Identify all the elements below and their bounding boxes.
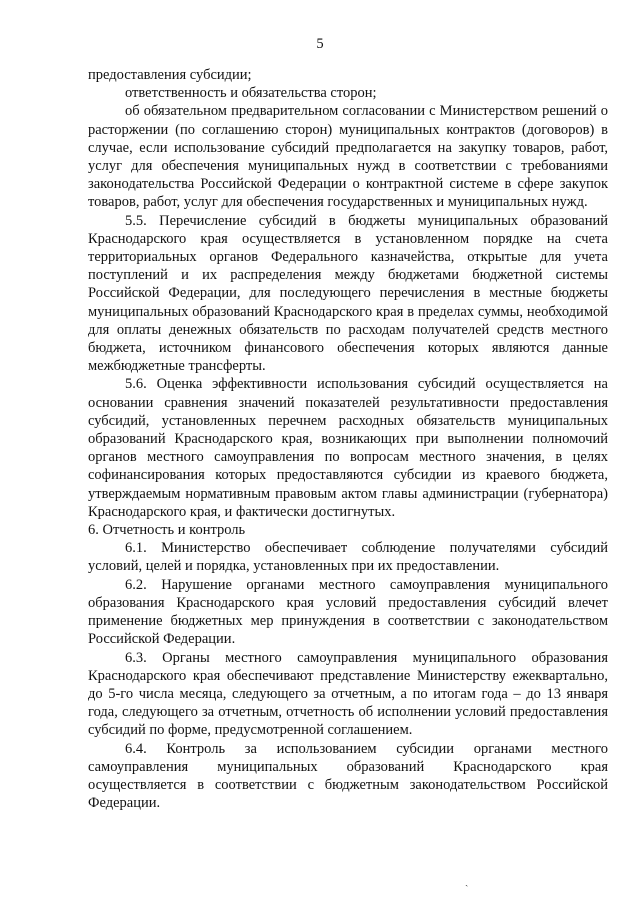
paragraph-prior-approval: об обязательном предварительном согласовании с Министерством решений о расторжении (по соглашению сторон) муниципальных контрактов (договоров) в случае, если использование субсидий предполагается на закупку товаров, работ, услуг для обеспечения муниципальных нужд в соответствии с требованиями законодательства Российской Федерации о контрактной системе в сфере закупок товаров, работ, услуг для обеспечения государственных и муниципальных нужд. xyxy=(88,103,608,211)
paragraph-5-6: 5.6. Оценка эффективности использования субсидий осуществляется на основании сравнения значений показателей результативности предоставления субсидий, установленных перечнем расходных обязательств муниципальных образований Краснодарского края, возникающих при выполнении полномочий органов местного самоуправления по вопросам местного значения, в целях софинансирования которых предоставляются субсидии из краевого бюджета, утверждаемым нормативным правовым актом главы администрации (губернатора) Краснодарского края, и фактически достигнутых. xyxy=(88,376,608,520)
page-number: 5 xyxy=(316,36,324,52)
paragraph-6-4: 6.4. Контроль за использованием субсидии органами местного самоуправления муниципальных образований Краснодарского края осуществляется в соответствии с бюджетным законодательством Российской Федерации. xyxy=(88,740,608,812)
scan-speck: ˏ xyxy=(465,876,469,887)
paragraph-5-5: 5.5. Перечисление субсидий в бюджеты муниципальных образований Краснодарского края осуществляется в установленном порядке на счета территориальных органов Федерального казначейства, открытые для учета поступлений и их распределения между бюджетами бюджетной системы Российской Федерации, для последующего перечисления в местные бюджеты муниципальных образований Краснодарского края в пределах суммы, необходимой для оплаты денежных обязательств по расходам получателей средств местного бюджета, источником финансового обеспечения которых являются данные межбюджетные трансферты. xyxy=(88,212,608,375)
paragraph-6-3: 6.3. Органы местного самоуправления муниципального образования Краснодарского края обеспечивают представление Министерству ежеквартально, до 5-го числа месяца, следующего за отчетным, а по итогам года – до 13 января года, следующего за отчетным, отчетность об исполнении условий предоставления субсидий по форме, предусмотренной соглашением. xyxy=(88,649,608,739)
paragraph-6-2: 6.2. Нарушение органами местного самоуправления муниципального образования Краснодарского края условий предоставления субсидий влечет применение бюджетных мер принуждения в соответствии с законодательством Российской Федерации. xyxy=(88,576,608,648)
paragraph-clause-continuation: предоставления субсидии; xyxy=(88,67,252,83)
document-body xyxy=(88,66,608,812)
paragraph-responsibility: ответственность и обязательства сторон; xyxy=(125,85,377,102)
section-heading-reporting-control: 6. Отчетность и контроль xyxy=(88,522,246,539)
paragraph-6-1: 6.1. Министерство обеспечивает соблюдение получателями субсидий условий, целей и порядка, установленных при их предоставлении. xyxy=(88,540,608,575)
